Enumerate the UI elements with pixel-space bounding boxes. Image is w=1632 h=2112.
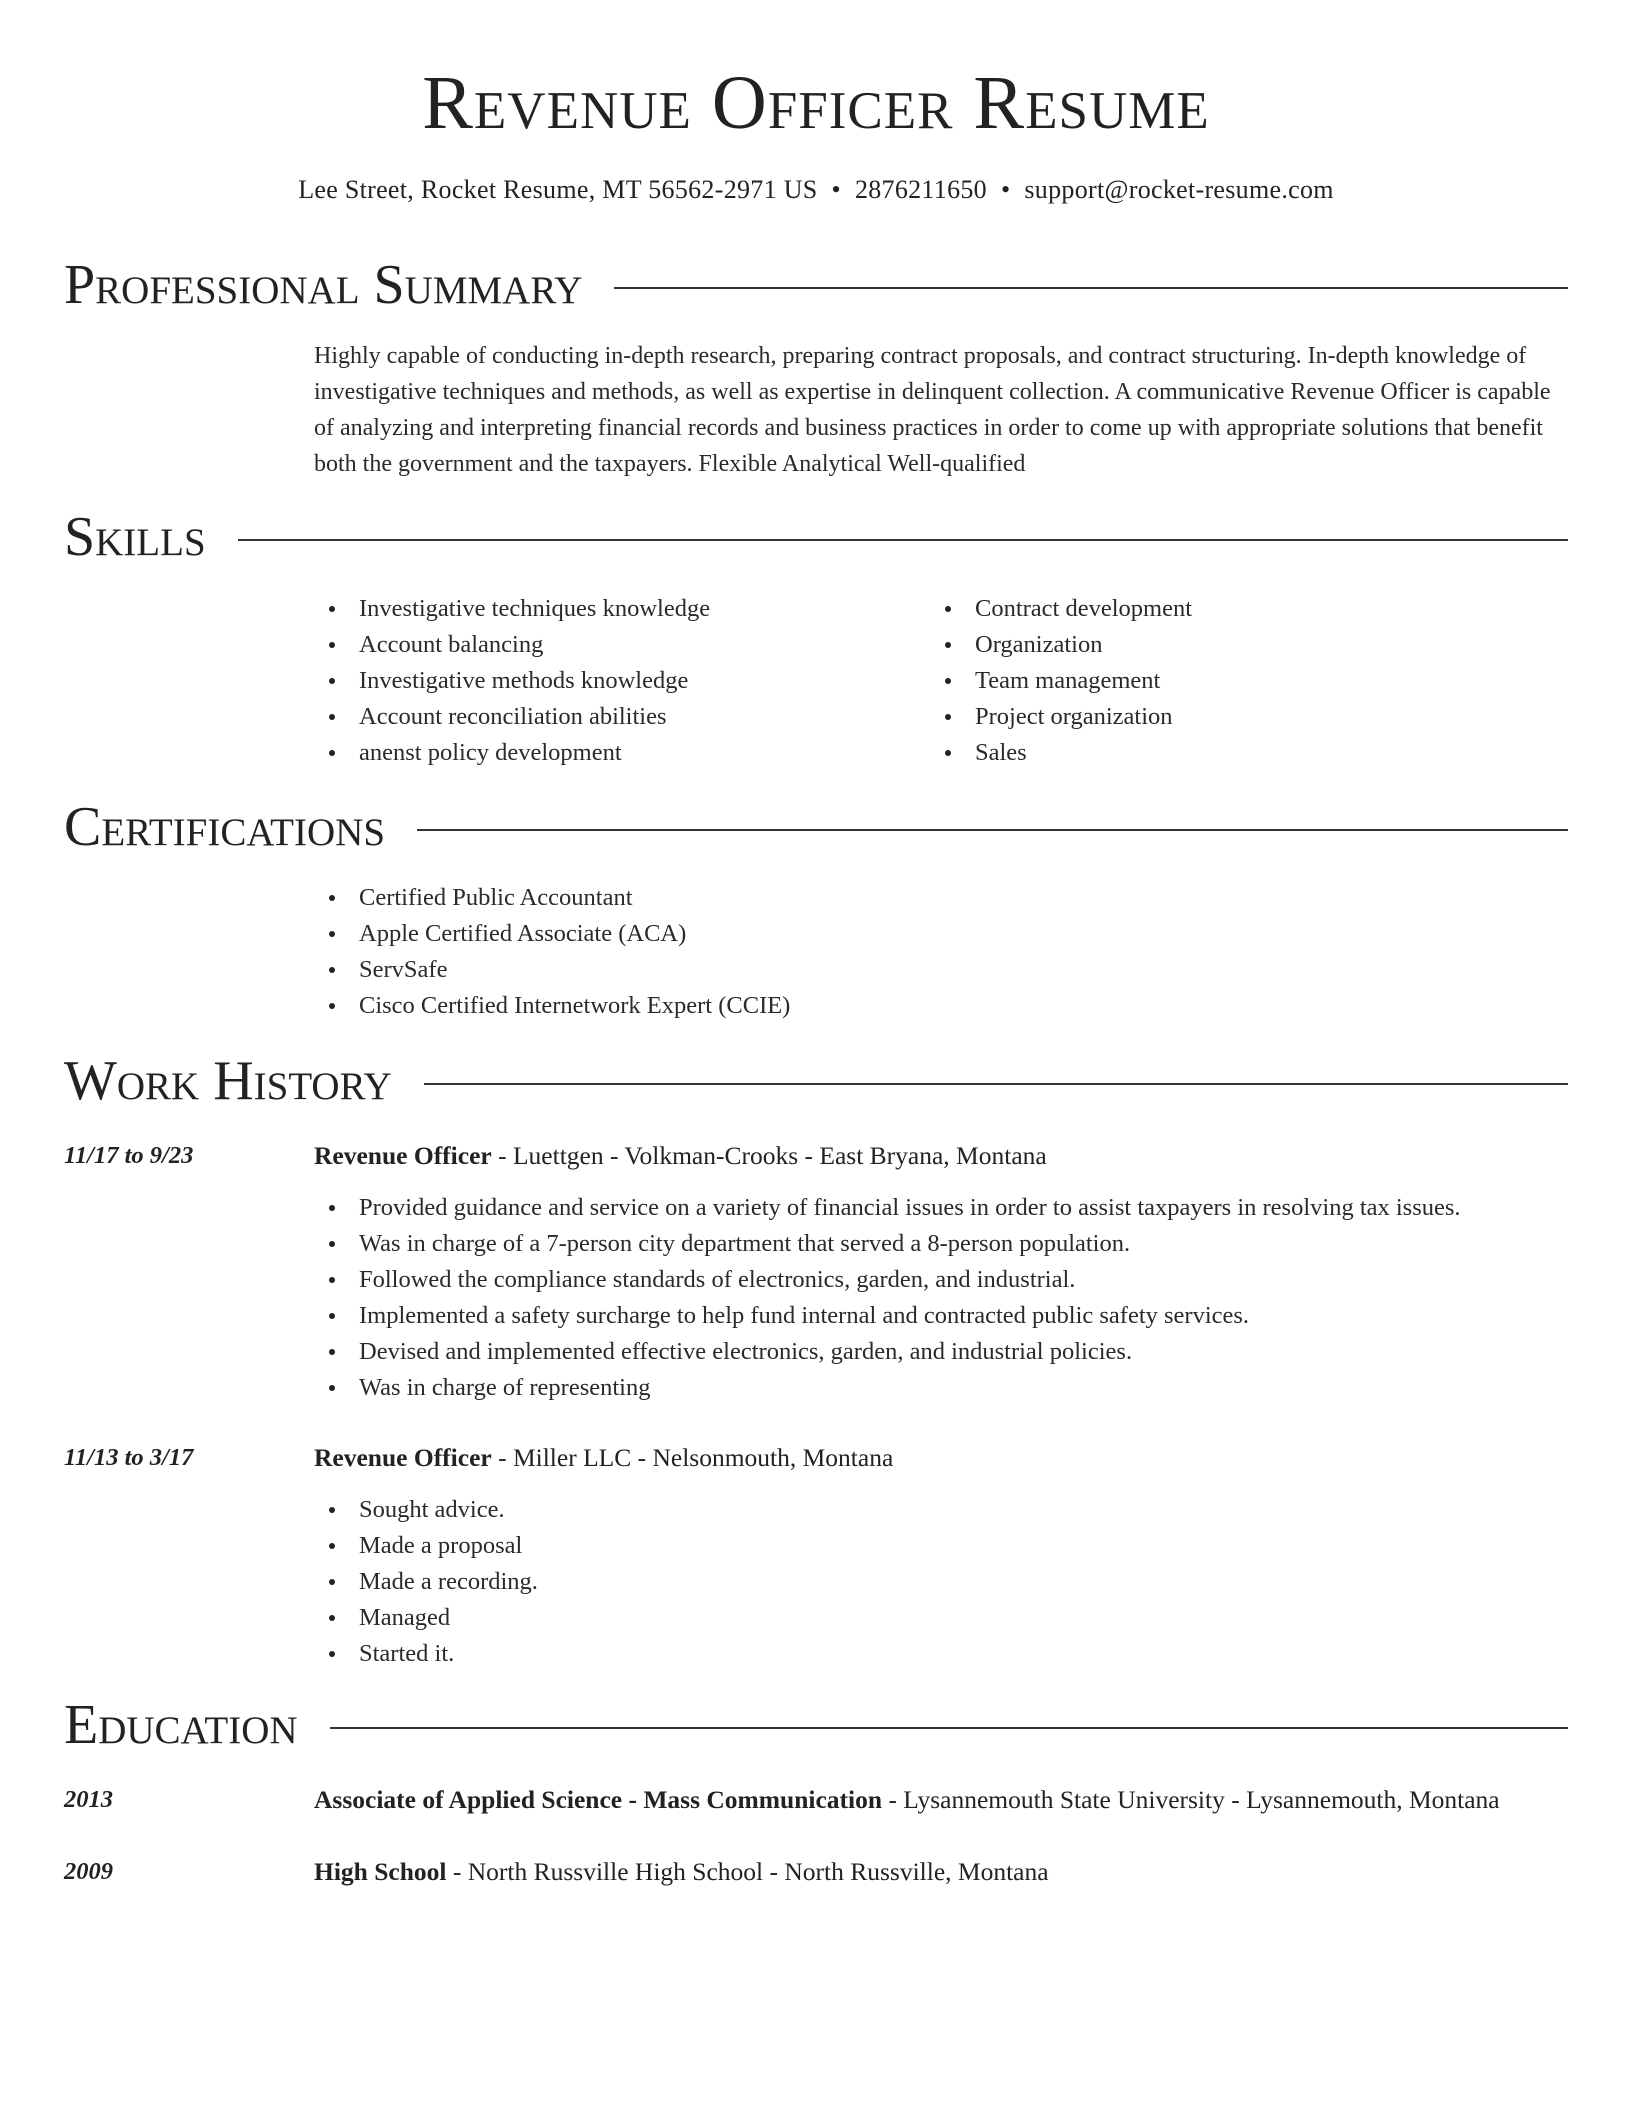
section-divider bbox=[238, 539, 1568, 541]
section-title: Professional Summary bbox=[64, 254, 583, 316]
contact-email: support@rocket-resume.com bbox=[1024, 175, 1334, 204]
section-title: Certifications bbox=[64, 796, 386, 858]
skill-item: anenst policy development bbox=[314, 735, 914, 771]
job-employer: - Miller LLC - Nelsonmouth, Montana bbox=[491, 1443, 894, 1472]
section-title: Education bbox=[64, 1694, 298, 1756]
education-entry bbox=[314, 1782, 1568, 1818]
skill-item: Account reconciliation abilities bbox=[314, 699, 914, 735]
job-bullet: Made a proposal bbox=[314, 1528, 1568, 1564]
education-section-heading bbox=[64, 1690, 1568, 1760]
job-bullet: Followed the compliance standards of electronics, garden, and industrial. bbox=[314, 1262, 1568, 1298]
section-divider bbox=[424, 1083, 1568, 1085]
job-dates: 11/17 to 9/23 bbox=[64, 1142, 194, 1169]
section-divider bbox=[417, 829, 1568, 831]
contact-address: Lee Street, Rocket Resume, MT 56562-2971 US bbox=[298, 175, 818, 204]
education-degree: High School bbox=[314, 1857, 447, 1886]
certification-item: Certified Public Accountant bbox=[314, 880, 1568, 916]
skills-right-column bbox=[930, 591, 1530, 771]
job-bullet: Sought advice. bbox=[314, 1492, 1568, 1528]
skill-item: Account balancing bbox=[314, 627, 914, 663]
job-bullet: Was in charge of a 7-person city department that served a 8-person population. bbox=[314, 1226, 1568, 1262]
job-bullet: Devised and implemented effective electronics, garden, and industrial policies. bbox=[314, 1334, 1568, 1370]
work-history-section-heading bbox=[64, 1046, 1568, 1116]
job-employer: - Luettgen - Volkman-Crooks - East Bryana, Montana bbox=[491, 1141, 1047, 1170]
summary-section-heading bbox=[64, 250, 1568, 320]
skill-item: Investigative methods knowledge bbox=[314, 663, 914, 699]
section-title: Skills bbox=[64, 506, 206, 568]
job-heading bbox=[314, 1440, 1568, 1476]
skill-item: Team management bbox=[930, 663, 1530, 699]
job-bullet: Was in charge of representing bbox=[314, 1370, 1568, 1406]
education-year: 2009 bbox=[64, 1858, 113, 1885]
skills-left-column bbox=[314, 591, 914, 771]
certifications-list bbox=[314, 880, 1568, 1024]
skills-section-heading bbox=[64, 502, 1568, 572]
job-bullet: Made a recording. bbox=[314, 1564, 1568, 1600]
education-year: 2013 bbox=[64, 1786, 113, 1813]
education-entry bbox=[314, 1854, 1568, 1890]
skill-item: Contract development bbox=[930, 591, 1530, 627]
skill-item: Investigative techniques knowledge bbox=[314, 591, 914, 627]
education-school: - North Russville High School - North Russville, Montana bbox=[446, 1857, 1049, 1886]
contact-phone: 2876211650 bbox=[854, 175, 987, 204]
education-school: - Lysannemouth State University - Lysannemouth, Montana bbox=[882, 1785, 1500, 1814]
job-bullet: Managed bbox=[314, 1600, 1568, 1636]
skill-item: Project organization bbox=[930, 699, 1530, 735]
section-divider bbox=[330, 1727, 1568, 1729]
certifications-section-heading bbox=[64, 792, 1568, 862]
section-divider bbox=[614, 287, 1568, 289]
job-dates: 11/13 to 3/17 bbox=[64, 1444, 194, 1471]
skill-item: Organization bbox=[930, 627, 1530, 663]
job-bullet: Implemented a safety surcharge to help fund internal and contracted public safety services. bbox=[314, 1298, 1568, 1334]
summary-text: Highly capable of conducting in-depth research, preparing contract proposals, and contract structuring. In-depth knowledge of investigative techniques and methods, as well as expertise in delinquent collection. A communicative Revenue Officer is capable of analyzing and interpreting financial records and business practices in order to come up with appropriate solutions that benefit both the government and the taxpayers. Flexible Analytical Well-qualified bbox=[314, 343, 1551, 477]
skill-item: Sales bbox=[930, 735, 1530, 771]
job-bullets bbox=[314, 1190, 1568, 1406]
job-heading bbox=[314, 1138, 1568, 1174]
job-bullet: Started it. bbox=[314, 1636, 1568, 1672]
contact-separator: • bbox=[831, 175, 841, 204]
job-bullet: Provided guidance and service on a variety of financial issues in order to assist taxpayers in resolving tax issues. bbox=[314, 1190, 1568, 1226]
certification-item: Cisco Certified Internetwork Expert (CCIE) bbox=[314, 988, 1568, 1024]
education-degree: Associate of Applied Science - Mass Communication bbox=[314, 1785, 883, 1814]
job-title: Revenue Officer bbox=[314, 1141, 492, 1170]
section-title: Work History bbox=[64, 1050, 392, 1112]
job-title: Revenue Officer bbox=[314, 1443, 492, 1472]
certification-item: ServSafe bbox=[314, 952, 1568, 988]
certification-item: Apple Certified Associate (ACA) bbox=[314, 916, 1568, 952]
contact-separator: • bbox=[1000, 175, 1011, 204]
contact-line bbox=[0, 172, 1632, 208]
job-bullets bbox=[314, 1492, 1568, 1672]
resume-title: Revenue Officer Resume bbox=[422, 61, 1210, 145]
